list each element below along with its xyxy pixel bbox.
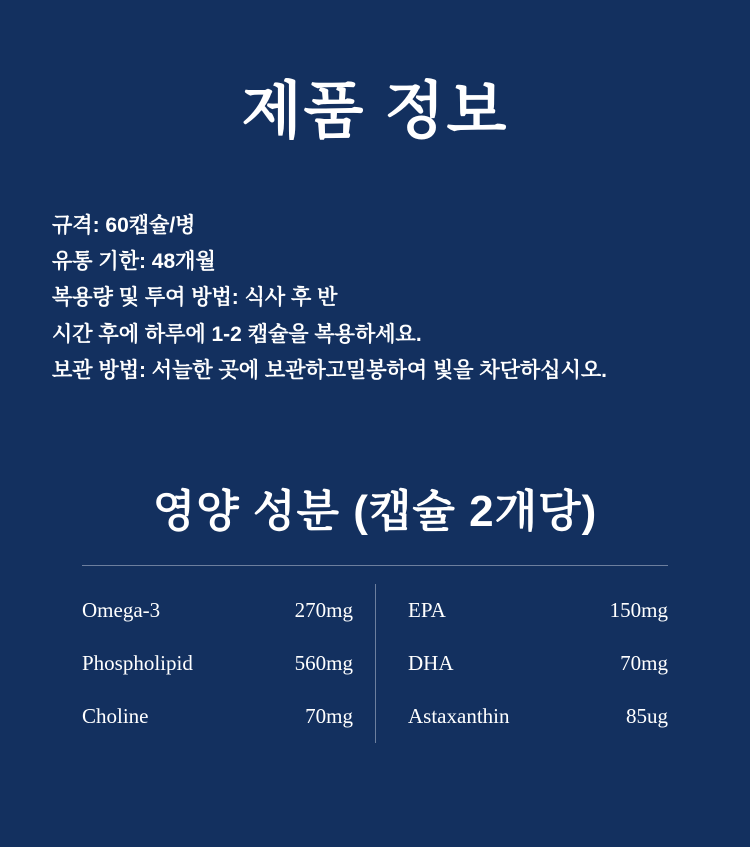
- spec-line-storage: 보관 방법: 서늘한 곳에 보관하고밀봉하여 빛을 차단하십시오.: [52, 358, 607, 382]
- nutrition-column-right: [375, 584, 668, 743]
- page-title: 제품 정보: [241, 77, 509, 146]
- spec-line-dosage-1: 복용량 및 투여 방법: 식사 후 반: [52, 286, 338, 310]
- nutrient-value: 70mg: [620, 650, 668, 675]
- table-row: [82, 690, 353, 743]
- spec-line-dosage-2: 시간 후에 하루에 1-2 캡슐을 복용하세요.: [52, 322, 422, 346]
- nutrient-value: 270mg: [294, 597, 353, 622]
- table-row: [408, 584, 668, 637]
- nutrient-name: Omega-3: [82, 597, 161, 622]
- table-row: [82, 584, 353, 637]
- table-row: [408, 690, 668, 743]
- nutrition-table: [82, 584, 668, 743]
- nutrient-value: 150mg: [609, 597, 668, 622]
- nutrient-name: Astaxanthin: [408, 703, 510, 728]
- product-spec-list: [0, 208, 750, 389]
- nutrient-name: EPA: [408, 597, 446, 622]
- nutrient-name: Phospholipid: [82, 650, 193, 675]
- nutrition-title: 영양 성분 (캡슐 2개당): [152, 486, 598, 536]
- spec-line-size: 규격: 60캡슐/병: [52, 214, 196, 238]
- nutrient-name: Choline: [82, 703, 149, 728]
- nutrition-divider: [82, 565, 668, 566]
- table-row: [408, 637, 668, 690]
- nutrition-column-left: [82, 584, 375, 743]
- table-row: [82, 637, 353, 690]
- nutrient-value: 560mg: [294, 650, 353, 675]
- nutrient-value: 70mg: [305, 703, 353, 728]
- nutrient-value: 85ug: [626, 703, 668, 728]
- nutrient-name: DHA: [408, 650, 454, 675]
- spec-line-shelf-life: 유통 기한: 48개월: [52, 250, 216, 274]
